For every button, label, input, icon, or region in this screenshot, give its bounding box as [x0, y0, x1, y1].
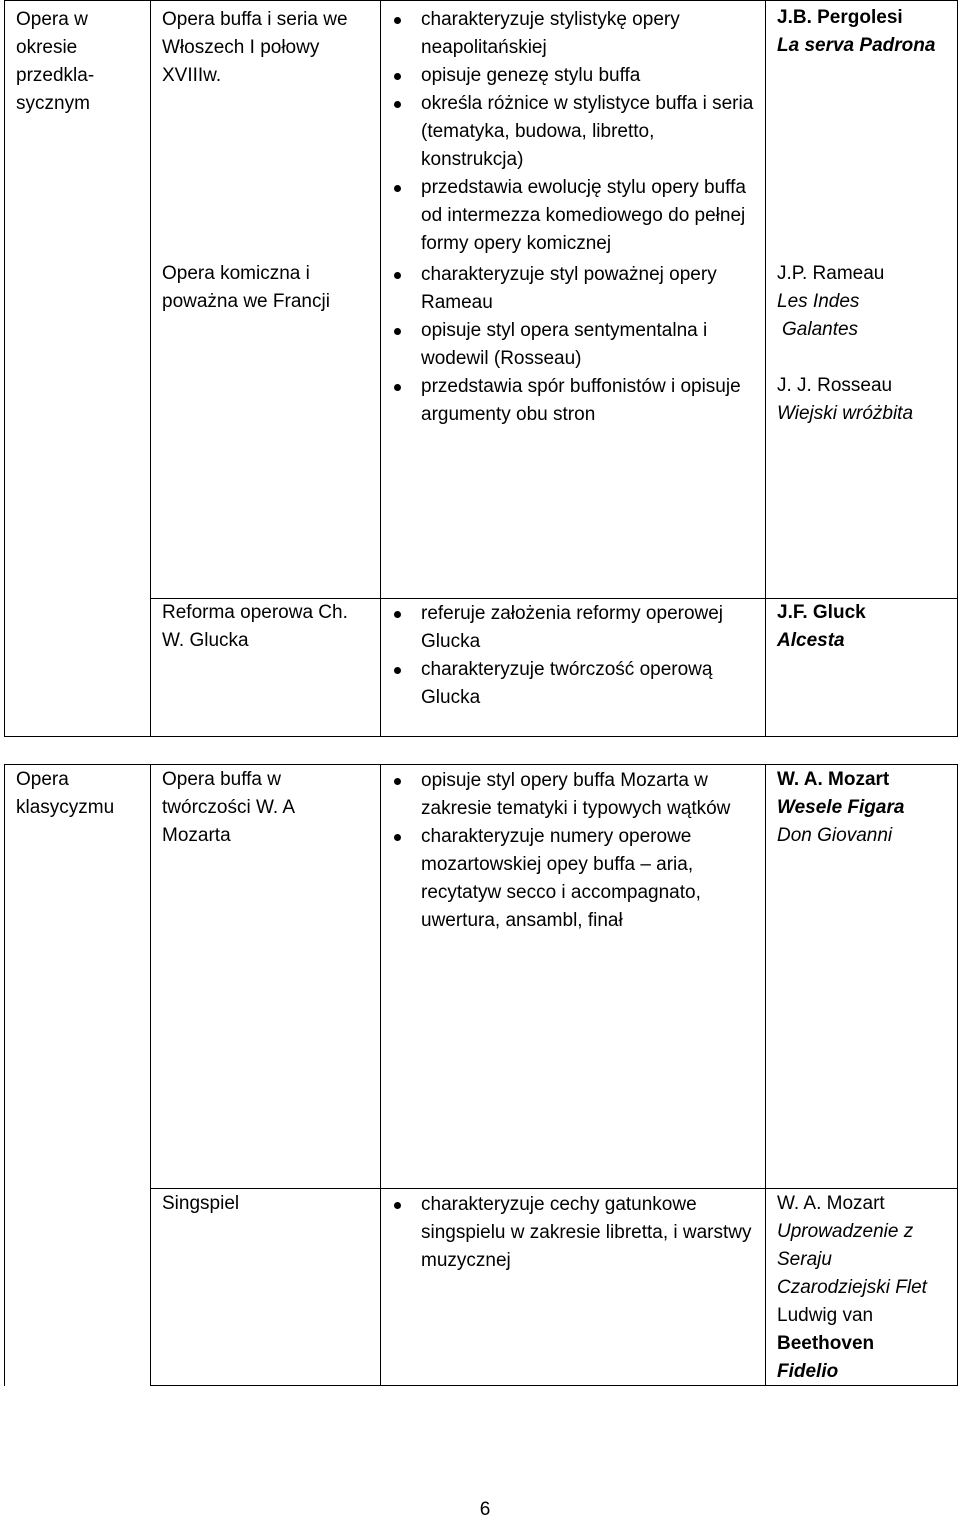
work-title: Uprowadzenie z [777, 1221, 914, 1242]
composer-name: Beethoven [777, 1333, 875, 1354]
requirement-item: przedstawia spór buffonistów i opisuje argumenty obu stron [421, 373, 756, 429]
requirement-item: opisuje genezę stylu buffa [421, 62, 756, 90]
composer-name: J.B. Pergolesi [777, 7, 903, 28]
table2-col-divider-3 [765, 764, 766, 1386]
table2-col-divider-2 [380, 764, 381, 1386]
work-title: Wesele Figara [777, 797, 905, 818]
topic-title: Reforma operowa Ch. W. Glucka [162, 602, 348, 651]
table1-col-divider-1 [150, 0, 151, 737]
work-title: Fidelio [777, 1361, 839, 1382]
table2-top-border [4, 764, 958, 765]
topic-title: Opera komiczna i poważna we Francji [162, 263, 330, 312]
table1-col-divider-2 [380, 0, 381, 737]
composer-name: J.F. Gluck [777, 602, 866, 623]
composer-name: J.P. Rameau [777, 263, 885, 284]
work-title: Wiejski wróżbita [777, 403, 914, 424]
composer-name: Ludwig van [777, 1305, 874, 1326]
era-label: Opera w okresie przedkla- sycznym [16, 9, 95, 114]
work-title: Don Giovanni [777, 825, 893, 846]
table1-col-divider-3 [765, 0, 766, 737]
era-label: Opera klasycyzmu [16, 769, 115, 818]
works-cell [777, 1190, 957, 1386]
requirements-list [421, 261, 756, 429]
composer-name: W. A. Mozart [777, 769, 890, 790]
table2-right-border [957, 764, 958, 1386]
works-cell [777, 599, 957, 655]
composer-name: J. J. Rosseau [777, 375, 893, 396]
work-title: Galantes [782, 319, 859, 340]
work-title: La serva Padrona [777, 35, 936, 56]
work-title: Les Indes [777, 291, 860, 312]
requirement-item: określa różnice w stylistyce buffa i seria (tematyka, budowa, libretto, konstrukcja) [421, 90, 756, 174]
requirement-item: opisuje styl opera sentymentalna i wodewil (Rosseau) [421, 317, 756, 373]
requirement-item: referuje założenia reformy operowej Glucka [421, 600, 756, 656]
works-cell [777, 260, 957, 428]
work-title: Czarodziejski Flet [777, 1277, 927, 1298]
requirement-item: charakteryzuje stylistykę opery neapolitańskiej [421, 6, 756, 62]
composer-name: W. A. Mozart [777, 1193, 885, 1214]
table2-left-border [4, 764, 5, 1386]
topic-title: Opera buffa w twórczości W. A Mozarta [162, 769, 294, 846]
requirement-item: przedstawia ewolucję stylu opery buffa od intermezza komediowego do pełnej formy opery komicznej [421, 174, 756, 258]
table1-left-border [4, 0, 5, 737]
requirements-list [421, 767, 756, 935]
requirement-item: charakteryzuje styl poważnej opery Rameau [421, 261, 756, 317]
requirement-item: charakteryzuje twórczość operową Glucka [421, 656, 756, 712]
requirements-list [421, 600, 756, 712]
table2-col-divider-1 [150, 764, 151, 1386]
work-title: Alcesta [777, 630, 845, 651]
table1-right-border [957, 0, 958, 737]
topic-title: Singspiel [162, 1193, 240, 1214]
works-cell [777, 766, 957, 850]
topic-title: Opera buffa i seria we Włoszech I połowy XVIIIw. [162, 9, 348, 86]
work-title: Seraju [777, 1249, 832, 1270]
requirements-list [421, 6, 756, 258]
requirements-list [421, 1191, 756, 1275]
page-number: 6 [479, 1499, 491, 1520]
requirement-item: opisuje styl opery buffa Mozarta w zakresie tematyki i typowych wątków [421, 767, 756, 823]
table1-top-border [4, 0, 958, 1]
works-cell [777, 4, 957, 60]
requirement-item: charakteryzuje cechy gatunkowe singspielu w zakresie libretta, i warstwy muzycznej [421, 1191, 756, 1275]
requirement-item: charakteryzuje numery operowe mozartowskiej opey buffa – aria, recytatyw secco i accompagnato, uwertura, ansambl, finał [421, 823, 756, 935]
table1-bottom-border [4, 736, 958, 737]
table2-row-divider [150, 1188, 958, 1189]
